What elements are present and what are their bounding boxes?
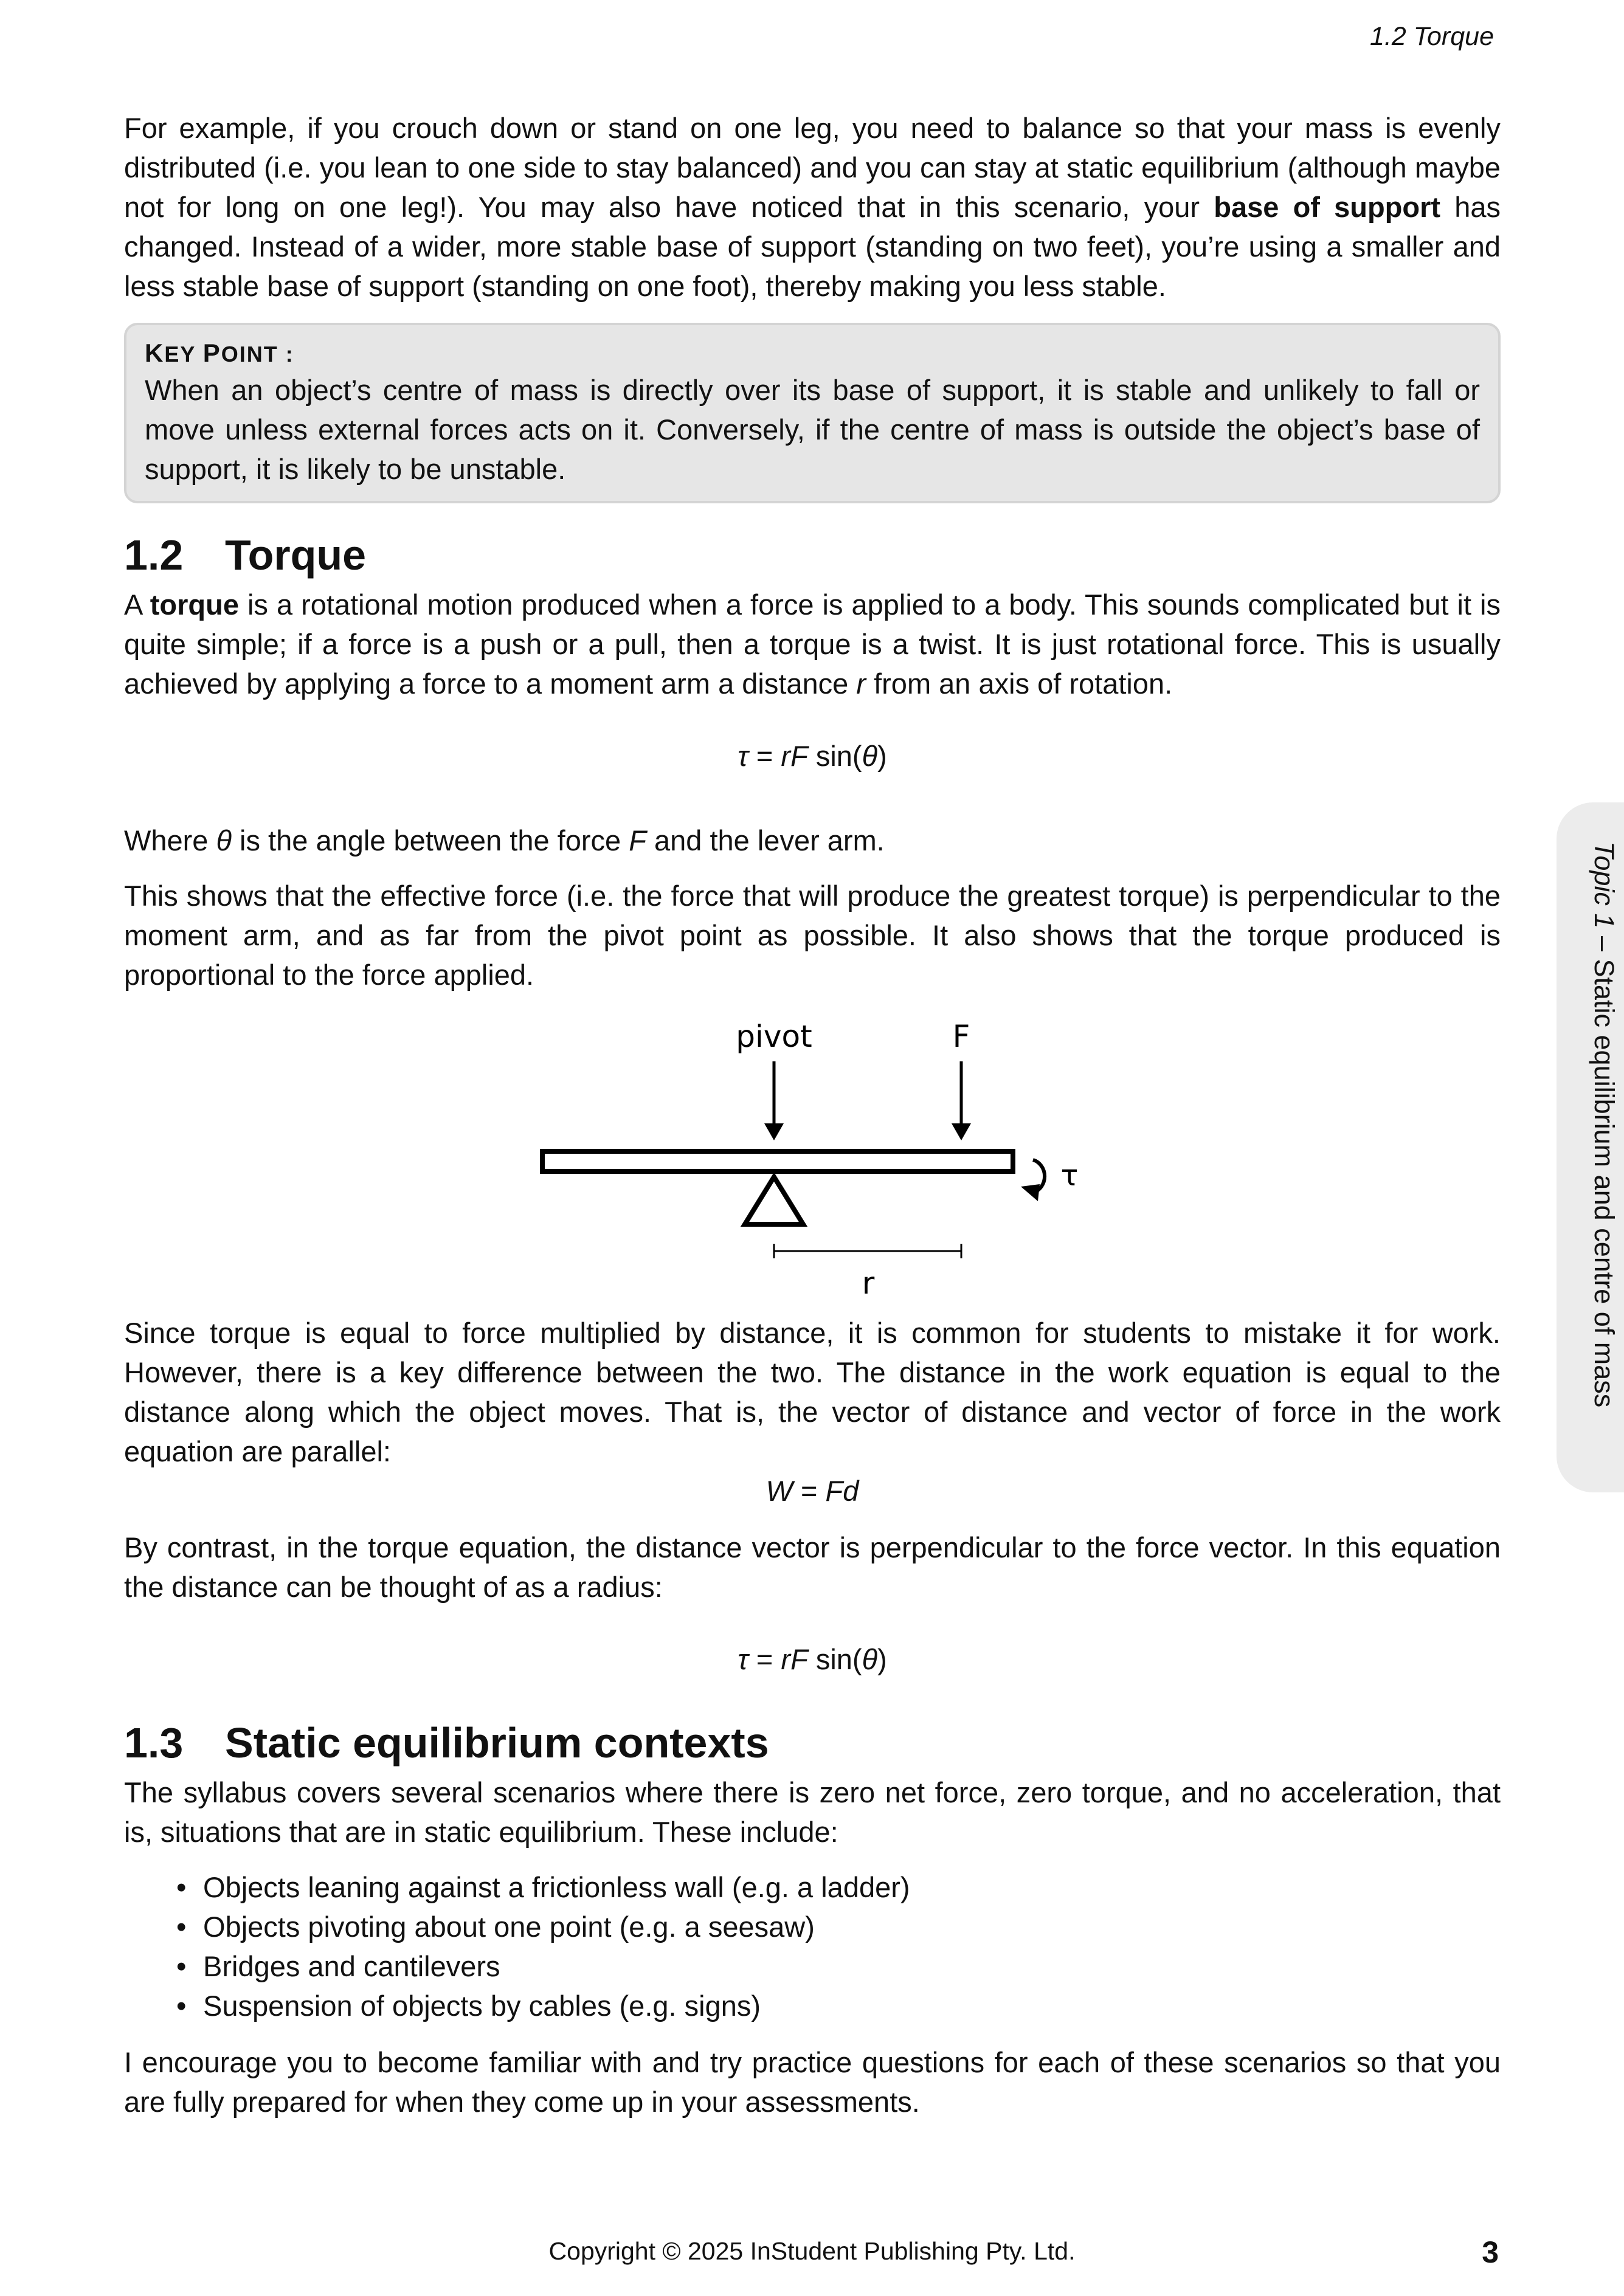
eq-tau: τ [738, 740, 748, 772]
work-eq-fd: Fd [825, 1475, 859, 1507]
pivot-label: pivot [736, 1019, 812, 1054]
intro-paragraph [124, 108, 1501, 306]
copyright-notice: Copyright © 2025 InStudent Publishing Pty. Ltd. [548, 2237, 1076, 2265]
key-point-label [145, 337, 1480, 370]
section-heading-torque [124, 528, 1501, 582]
torque-paragraph-4: Since torque is equal to force multiplied by distance, it is common for students to mistake it for work. However, there is a key difference between the two. The distance in the work equation is equal to the distance along which the object moves. That is, the vector of distance and vector of force in the work equation are parallel: [124, 1317, 1501, 1467]
static-scenarios-list [124, 1867, 1501, 2025]
section-title-static: Static equilibrium contexts [225, 1719, 769, 1767]
key-point-label-oint: OINT : [221, 342, 294, 367]
torque-p2-text-b: is the angle between the force [232, 824, 629, 857]
key-point-box [124, 323, 1501, 503]
torque-p2-text-a: Where [124, 824, 216, 857]
list-item-text: Bridges and cantilevers [203, 1950, 500, 1982]
torque-p2-f: F [629, 824, 646, 857]
list-item-text: Objects pivoting about one point (e.g. a seesaw) [203, 1911, 815, 1943]
torque-paragraph-1 [124, 585, 1501, 703]
key-point-label-p: P [202, 339, 221, 367]
section-number-static: 1.3 [124, 1719, 184, 1767]
key-point-label-k: K [145, 339, 165, 367]
eq-rf: rF [781, 740, 808, 772]
torque-label: τ [1060, 1159, 1079, 1193]
list-item [124, 1867, 1501, 1907]
torque-bold-term: torque [150, 588, 239, 621]
lever-bar [542, 1151, 1013, 1171]
torque-p1-text-c: from an axis of rotation. [866, 667, 1173, 700]
torque-paragraph-2 [124, 821, 1501, 860]
list-item [124, 1946, 1501, 1986]
torque-paragraph-5: By contrast, in the torque equation, the distance vector is perpendicular to the force vector. In this equation the distance can be thought of as a radius: [124, 1531, 1501, 1603]
force-arrow [952, 1061, 971, 1140]
eq-close: ) [877, 740, 887, 772]
list-item [124, 1907, 1501, 1946]
torque-p2-text-c: and the lever arm. [646, 824, 885, 857]
section-title: Torque [225, 531, 367, 579]
topic-side-tab-title: – Static equilibrium and centre of mass [1589, 928, 1620, 1408]
eq2-equals: = [748, 1643, 781, 1675]
torque-diagram-svg [124, 995, 1501, 1311]
eq2-rf: rF [781, 1643, 808, 1675]
page-number: 3 [1482, 2235, 1499, 2269]
work-eq-equals: = [792, 1475, 826, 1507]
topic-side-tab-text [1588, 841, 1620, 1407]
page-footer [0, 2235, 1624, 2271]
torque-diagram [124, 995, 1501, 1311]
torque-paragraph-3: This shows that the effective force (i.e. the force that will produce the greatest torque) is perpendicular to the moment arm, and as far from the pivot point as possible. It also shows that the torque produced is proportional to the force applied. [124, 880, 1501, 991]
eq-theta: θ [862, 740, 878, 772]
eq-sin: sin( [807, 740, 862, 772]
list-item [124, 1986, 1501, 2025]
topic-side-tab[interactable] [1557, 802, 1624, 1492]
torque-rotation-icon [1021, 1160, 1045, 1201]
intro-text-a: For example, if you crouch down or stand on one leg, you need to balance so that your mass is evenly distributed (i.e. you lean to one side to stay balanced) and you can stay at static equilibrium (although maybe not for long on one leg!). You may also have noticed that in this scenario, your [124, 112, 1501, 223]
intro-text-b: has changed. Instead of a wider, more stable base of support (standing on two feet), you’re using a smaller and less stable base of support (standing on one foot), thereby making you less stable. [124, 191, 1501, 302]
torque-p1-text-a: A [124, 588, 150, 621]
force-label: F [952, 1019, 970, 1054]
bullet-icon: • [176, 1911, 187, 1943]
key-point-label-ey: EY [164, 342, 203, 367]
pivot-arrow [764, 1061, 784, 1140]
bullet-icon: • [176, 1871, 187, 1903]
running-head: 1.2 Torque [1369, 22, 1494, 51]
static-paragraph-1: The syllabus covers several scenarios where there is zero net force, zero torque, and no acceleration, that is, situations that are in static equilibrium. These include: [124, 1776, 1501, 1848]
eq2-tau: τ [738, 1643, 748, 1675]
torque-equation-1 [124, 736, 1501, 776]
fulcrum-triangle [745, 1177, 803, 1224]
section-heading-static [124, 1715, 1501, 1770]
section-number: 1.2 [124, 531, 184, 579]
work-equation [124, 1471, 1501, 1511]
torque-p2-theta: θ [216, 824, 232, 857]
eq2-sin: sin( [807, 1643, 862, 1675]
torque-equation-2 [124, 1639, 1501, 1679]
distance-label: r [862, 1266, 875, 1301]
distance-marker [774, 1244, 961, 1258]
intro-bold-term: base of support [1214, 191, 1441, 223]
topic-side-tab-topic: Topic 1 [1589, 841, 1620, 929]
eq2-theta: θ [862, 1643, 878, 1675]
torque-p1-r: r [856, 667, 866, 700]
list-item-text: Objects leaning against a frictionless wall (e.g. a ladder) [203, 1871, 910, 1903]
bullet-icon: • [176, 1990, 187, 2022]
bullet-icon: • [176, 1950, 187, 1982]
eq2-close: ) [877, 1643, 887, 1675]
torque-p1-text-b: is a rotational motion produced when a force is applied to a body. This sounds complicated but it is quite simple; if a force is a push or a pull, then a torque is a twist. It is just rotational force. This is usually achieved by applying a force to a moment arm a distance [124, 588, 1501, 700]
list-item-text: Suspension of objects by cables (e.g. signs) [203, 1990, 761, 2022]
main-content [124, 108, 1501, 2122]
key-point-text: When an object’s centre of mass is directly over its base of support, it is stable and unlikely to fall or move unless external forces acts on it. Conversely, if the centre of mass is outside the object’s base of support, it is likely to be unstable. [145, 374, 1480, 485]
work-eq-w: W [765, 1475, 793, 1507]
static-paragraph-2: I encourage you to become familiar with and try practice questions for each of these scenarios so that you are fully prepared for when they come up in your assessments. [124, 2046, 1501, 2118]
eq-equals: = [748, 740, 781, 772]
